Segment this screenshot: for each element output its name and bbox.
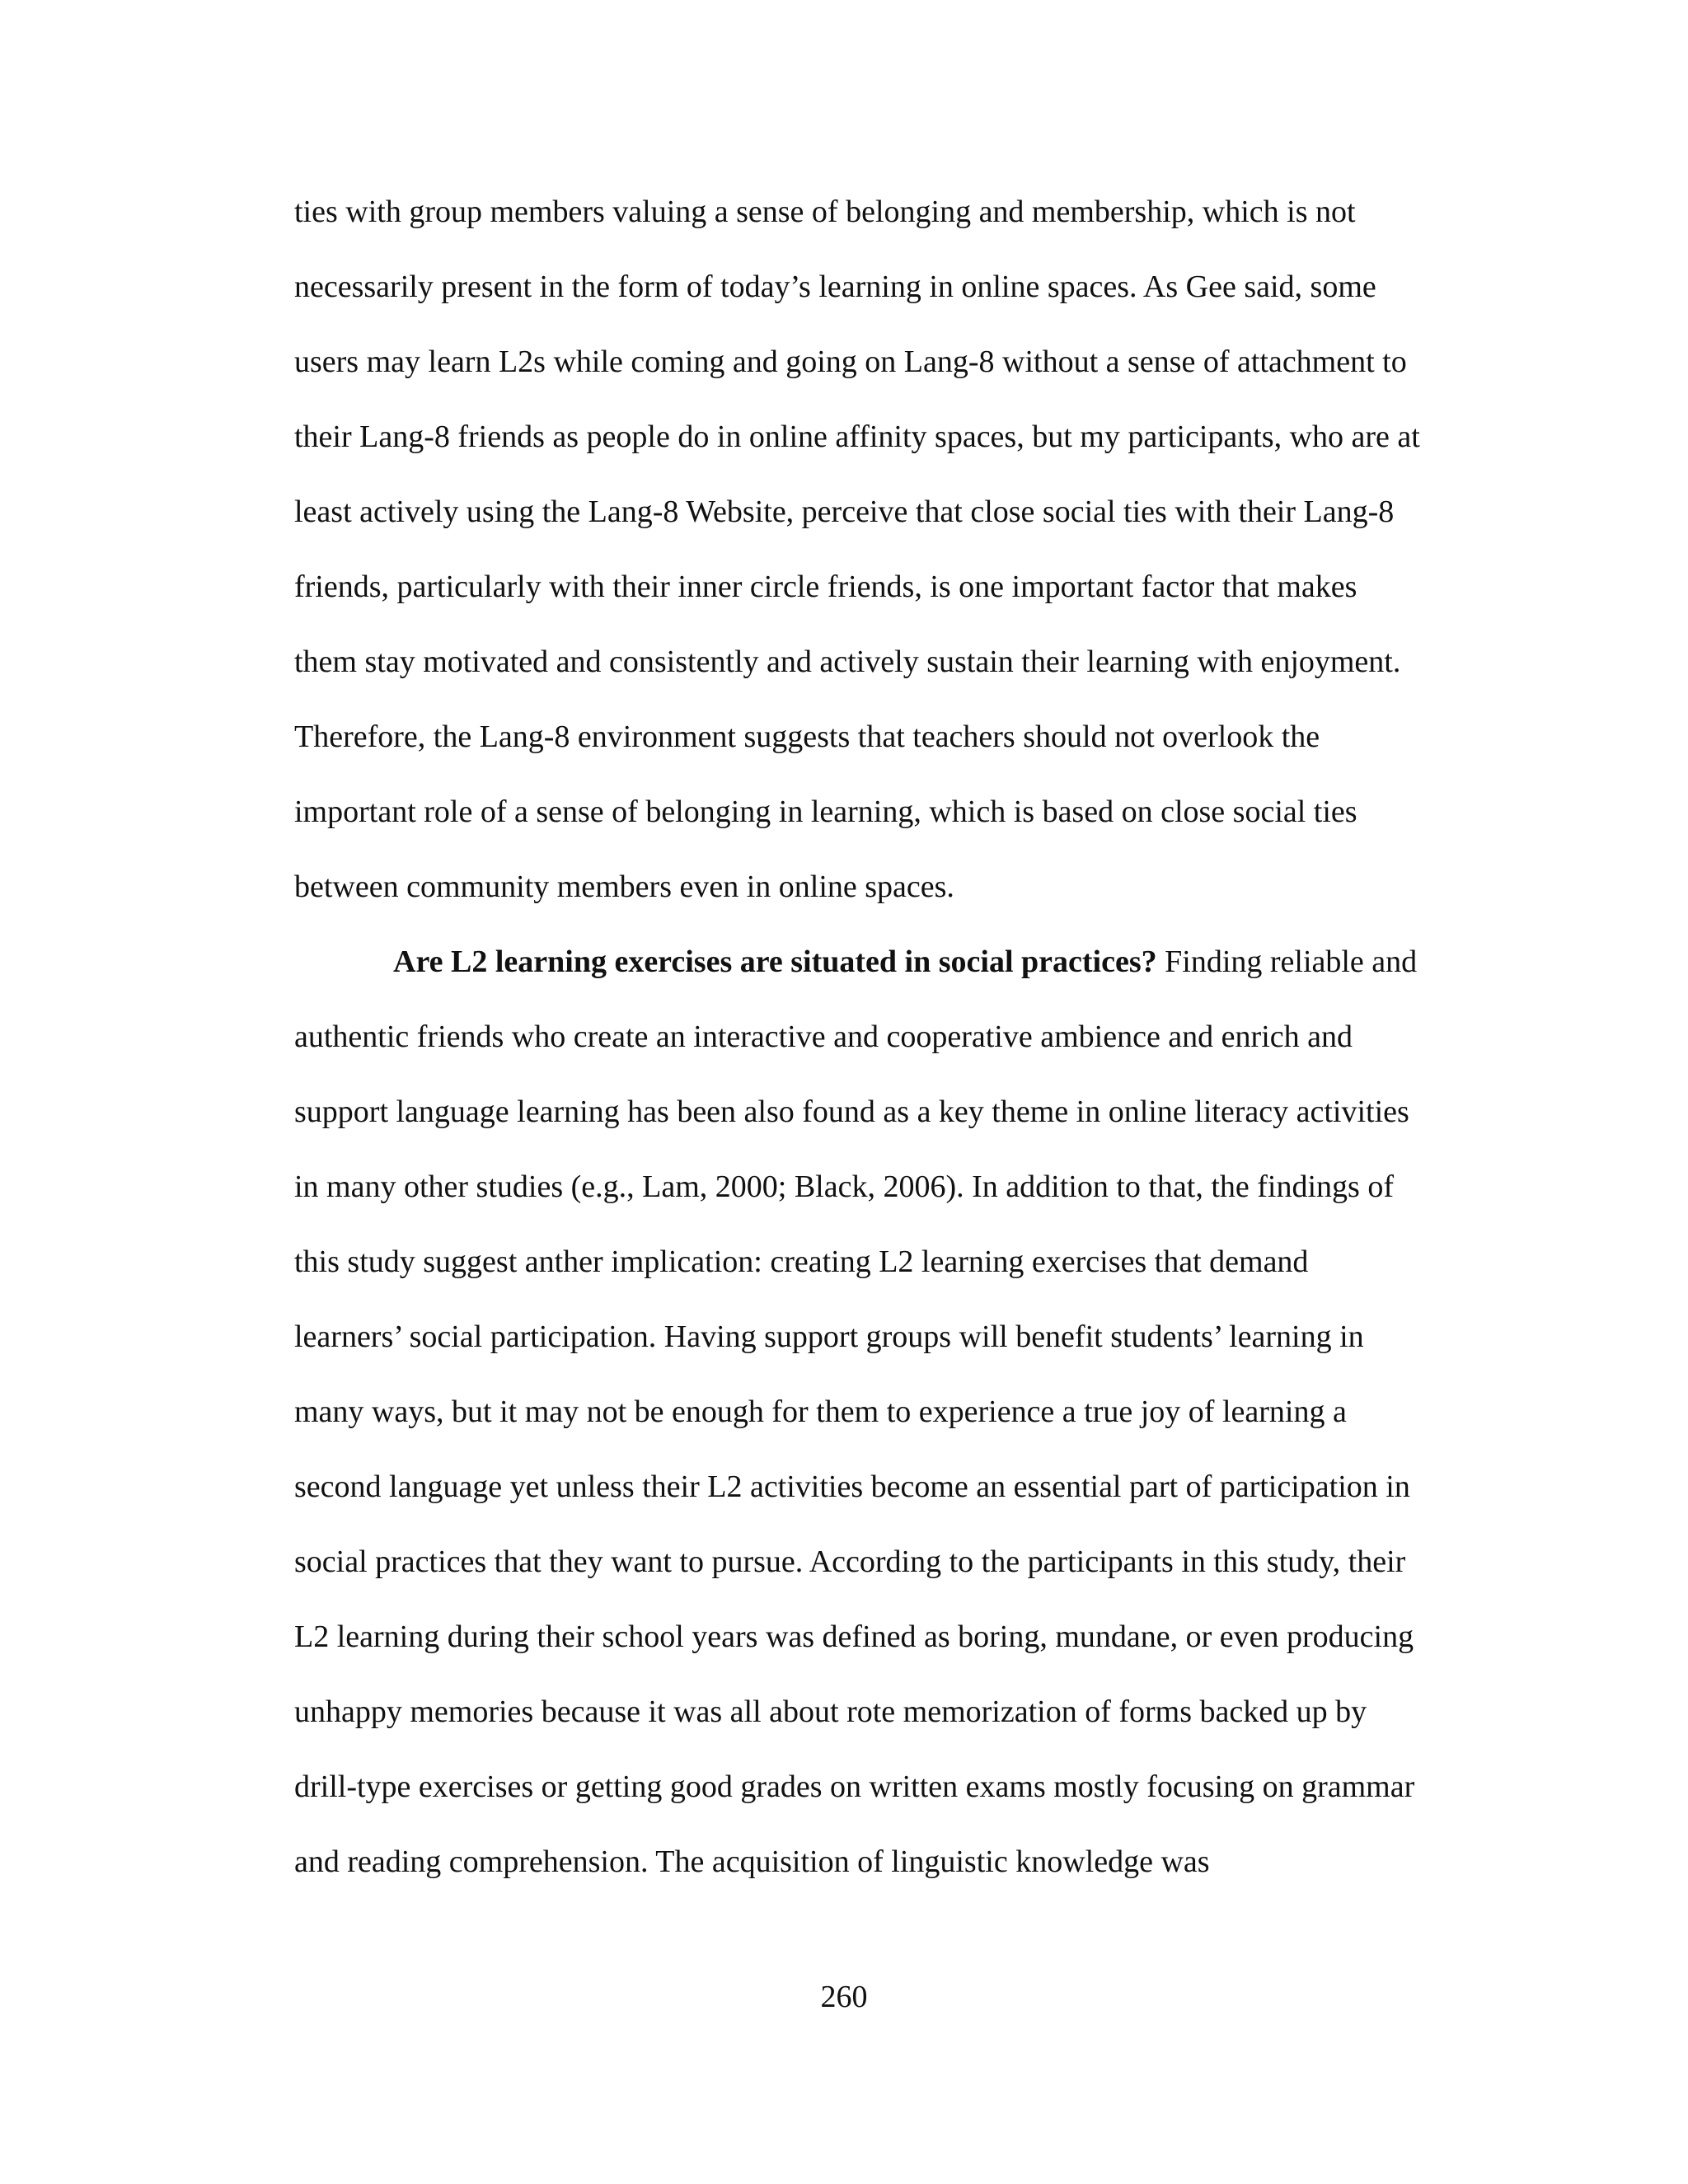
text-line: their Lang-8 friends as people do in online affinity spaces, but my participants, who are at	[294, 419, 1420, 454]
page-number: 260	[820, 1980, 868, 2014]
text-line: necessarily present in the form of today’s learning in online spaces. As Gee said, some	[294, 269, 1376, 304]
text-line: friends, particularly with their inner circle friends, is one important factor that makes	[294, 569, 1357, 604]
text-line: important role of a sense of belonging in learning, which is based on close social ties	[294, 794, 1357, 829]
text-line: learners’ social participation. Having support groups will benefit students’ learning in	[294, 1319, 1364, 1354]
paragraph-2-first-line	[393, 941, 1417, 982]
text-line: in many other studies (e.g., Lam, 2000; Black, 2006). In addition to that, the findings of	[294, 1169, 1394, 1204]
text-line: drill-type exercises or getting good grades on written exams mostly focusing on grammar	[294, 1769, 1415, 1804]
text-line: ties with group members valuing a sense of belonging and membership, which is not	[294, 194, 1356, 229]
text-line: Therefore, the Lang-8 environment suggests that teachers should not overlook the	[294, 719, 1320, 754]
text-line: between community members even in online spaces.	[294, 869, 954, 904]
text-line: many ways, but it may not be enough for them to experience a true joy of learning a	[294, 1394, 1347, 1429]
text-line: second language yet unless their L2 activities become an essential part of participation in	[294, 1469, 1410, 1504]
text-line: social practices that they want to pursue. According to the participants in this study, their	[294, 1544, 1406, 1579]
text-line: and reading comprehension. The acquisition of linguistic knowledge was	[294, 1844, 1210, 1879]
text-line: L2 learning during their school years was defined as boring, mundane, or even producing	[294, 1619, 1414, 1654]
text-line: unhappy memories because it was all about rote memorization of forms backed up by	[294, 1694, 1367, 1729]
section-heading: Are L2 learning exercises are situated in social practices?	[393, 944, 1157, 979]
text-line: authentic friends who create an interactive and cooperative ambience and enrich and	[294, 1019, 1353, 1054]
text-line: this study suggest anther implication: creating L2 learning exercises that demand	[294, 1244, 1309, 1279]
text-line: users may learn L2s while coming and going on Lang-8 without a sense of attachment to	[294, 344, 1407, 379]
text-line: them stay motivated and consistently and actively sustain their learning with enjoyment.	[294, 644, 1401, 679]
text-line: support language learning has been also found as a key theme in online literacy activities	[294, 1094, 1409, 1129]
text-run: Finding reliable and	[1156, 944, 1418, 979]
text-line: least actively using the Lang-8 Website, perceive that close social ties with their Lang-8	[294, 494, 1395, 529]
